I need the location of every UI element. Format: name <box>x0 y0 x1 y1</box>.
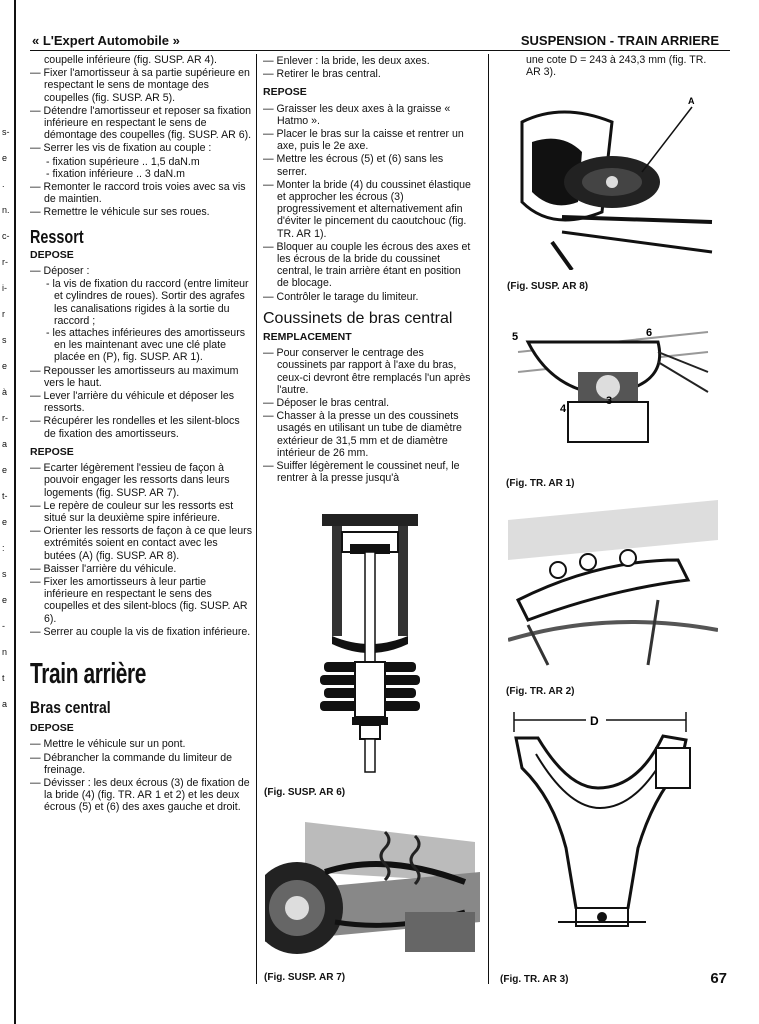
left-margin-gutter <box>0 0 18 1024</box>
gutter-fragment: : <box>2 543 5 553</box>
column-divider-2 <box>488 54 489 984</box>
gutter-fragment: a <box>2 439 8 449</box>
gutter-fragment: r- <box>2 257 8 267</box>
gutter-fragment: e <box>2 153 8 163</box>
figure-tr-ar-1-label-6: 6 <box>646 327 653 339</box>
gutter-fragment: a <box>2 699 8 709</box>
gutter-fragment: i- <box>2 283 7 293</box>
figure-caption-tr-ar-3: (Fig. TR. AR 3) <box>500 974 569 985</box>
section-title-ressort: Ressort <box>30 226 84 247</box>
depose-steps <box>30 265 252 440</box>
figure-susp-ar-7 <box>265 812 480 962</box>
dimension-note: une cote D = 243 à 243,3 mm (fig. TR. AR 3). <box>526 54 707 79</box>
list-item: — Suiffer légèrement le coussinet neuf, le rentrer à la presse jusqu'à <box>263 460 475 484</box>
list-item: — Pour conserver le centrage des coussinets par rapport à l'axe du bras, ceux-ci devront être remplacés l'un après l'autre. <box>263 347 475 396</box>
figure-susp-ar-8 <box>502 92 722 270</box>
gutter-fragment: s- <box>2 127 10 137</box>
column-2 <box>263 54 475 486</box>
list-item: — Remonter le raccord trois voies avec sa vis de maintien. <box>30 181 252 205</box>
list-item: — Contrôler le tarage du limiteur. <box>263 291 475 303</box>
gutter-fragment: n. <box>2 205 10 215</box>
list-item: — Placer le bras sur la caisse et rentrer un axe, puis le 2e axe. <box>263 128 475 152</box>
list-item: — Le repère de couleur sur les ressorts est situé sur la deuxième spire inférieure. <box>30 500 252 524</box>
figure-tr-ar-3 <box>508 708 698 958</box>
gutter-rule <box>14 0 16 1024</box>
figure-label-a: A <box>688 96 695 106</box>
gutter-fragment: r- <box>2 413 8 423</box>
column-1 <box>30 54 252 815</box>
figure-tr-ar-1-label-5: 5 <box>512 331 519 343</box>
list-item: — Lever l'arrière du véhicule et déposer les ressorts. <box>30 390 252 414</box>
column-divider-1 <box>256 54 257 984</box>
figure-caption-tr-ar-2: (Fig. TR. AR 2) <box>506 686 575 697</box>
gutter-fragment: - <box>2 621 5 631</box>
list-item: — Fixer l'amortisseur à sa partie supérieure en respectant le sens de montage des coupelles (fig. SUSP. AR 5). <box>30 67 252 104</box>
gutter-fragment: s <box>2 335 7 345</box>
figure-tr-ar-1-label-3: 3 <box>606 395 613 407</box>
gutter-fragment: n <box>2 647 8 657</box>
list-item: — Mettre les écrous (5) et (6) sans les serrer. <box>263 153 475 177</box>
gutter-fragment: e <box>2 465 8 475</box>
section-title-bras-central: Bras central <box>30 697 111 717</box>
section-title-coussinets: Coussinets de bras central <box>263 309 453 327</box>
gutter-fragment: à <box>2 387 8 397</box>
list-item: — Mettre le véhicule sur un pont. <box>30 738 252 750</box>
depose-steps-2 <box>30 738 252 813</box>
figure-label-d: D <box>590 714 599 728</box>
list-item: — Récupérer les rondelles et les silent-blocs de fixation des amortisseurs. <box>30 415 252 439</box>
list-item: — Bloquer au couple les écrous des axes et les écrous de la bride du coussinet central, le train arrière étant en position de blocage. <box>263 241 475 290</box>
repose-label: REPOSE <box>30 445 74 458</box>
gutter-fragment: c- <box>2 231 10 241</box>
list-item: — Graisser les deux axes à la graisse « Hatmo ». <box>263 103 475 127</box>
removal-steps <box>263 55 475 80</box>
column-3 <box>500 54 722 78</box>
intro-steps <box>30 54 252 219</box>
running-header-right: SUSPENSION - TRAIN ARRIERE <box>520 33 719 48</box>
depose-label-2: DEPOSE <box>30 722 74 735</box>
list-item: — Fixer les amortisseurs à leur partie inférieure en respectant le sens des coupelles et des silent-blocs (fig. SUSP. AR 6). <box>30 576 252 625</box>
running-header-left: « L'Expert Automobile » <box>32 33 180 48</box>
figure-caption-susp-ar-8: (Fig. SUSP. AR 8) <box>507 281 589 292</box>
repose-steps-2 <box>263 103 475 303</box>
list-item: — Remettre le véhicule sur ses roues. <box>30 206 252 218</box>
gutter-fragment: t- <box>2 491 8 501</box>
list-item: — Orienter les ressorts de façon à ce que leurs extrémités soient en contact avec les butées (A) (fig. SUSP. AR 8). <box>30 525 252 562</box>
list-item: — Déposer le bras central. <box>263 397 475 409</box>
gutter-fragment: t <box>2 673 5 683</box>
list-item: — Serrer les vis de fixation au couple : <box>30 142 252 154</box>
header-rule <box>30 50 730 51</box>
list-item: — Dévisser : les deux écrous (3) de fixation de la bride (4) (fig. TR. AR 1 et 2) et les deux écrous (5) et (6) des axes gauche et droit. <box>30 777 252 814</box>
figure-caption-tr-ar-1: (Fig. TR. AR 1) <box>506 478 575 489</box>
gutter-fragment: e <box>2 361 8 371</box>
remplacement-label: REMPLACEMENT <box>263 331 352 344</box>
gutter-fragment: s <box>2 569 7 579</box>
list-item: — Enlever : la bride, les deux axes. <box>263 55 475 67</box>
list-subitem: - la vis de fixation du raccord (entre limiteur et cylindres de roues). Sortir des agrafes les canalisations rigides à la sortie du raccord ; <box>30 278 252 327</box>
list-subitem: - fixation supérieure .. 1,5 daN.m <box>30 156 252 168</box>
list-item: coupelle inférieure (fig. SUSP. AR 4). <box>44 54 217 66</box>
list-item: — Chasser à la presse un des coussinets usagés en utilisant un tube de diamètre extérieur de 31,5 mm et de diamètre intérieur de 26 mm. <box>263 410 475 459</box>
figure-caption-susp-ar-6: (Fig. SUSP. AR 6) <box>264 787 346 798</box>
figure-tr-ar-1-label-4: 4 <box>560 403 567 415</box>
list-item: — Débrancher la commande du limiteur de freinage. <box>30 752 252 776</box>
figure-susp-ar-6 <box>310 512 430 774</box>
gutter-fragment: e <box>2 595 8 605</box>
list-item: — Détendre l'amortisseur et reposer sa fixation inférieure en respectant le sens de démontage des coupelles (fig. SUSP. AR 6). <box>30 105 252 142</box>
figure-tr-ar-2 <box>508 500 718 670</box>
list-item: — Repousser les amortisseurs au maximum vers le haut. <box>30 365 252 389</box>
remplacement-steps <box>263 347 475 484</box>
list-item: — Monter la bride (4) du coussinet élastique et approcher les écrous (3) progressivement et alternativement afin d'éviter le pincement du caoutchouc (fig. TR. AR 1). <box>263 179 475 240</box>
depose-label: DEPOSE <box>30 248 74 261</box>
list-subitem: - fixation inférieure .. 3 daN.m <box>30 168 252 180</box>
page-number: 67 <box>710 970 727 987</box>
gutter-fragment: e <box>2 517 8 527</box>
gutter-fragment: . <box>2 179 5 189</box>
repose-label-2: REPOSE <box>263 86 307 99</box>
list-item: — Retirer le bras central. <box>263 68 475 80</box>
list-item: — Serrer au couple la vis de fixation inférieure. <box>30 626 252 638</box>
figure-tr-ar-1 <box>508 312 718 462</box>
gutter-fragment: r <box>2 309 5 319</box>
list-item: — Déposer : <box>30 265 252 277</box>
chapter-title-train-arriere: Train arrière <box>30 657 147 690</box>
repose-steps <box>30 462 252 638</box>
list-item: — Baisser l'arrière du véhicule. <box>30 563 252 575</box>
figure-caption-susp-ar-7: (Fig. SUSP. AR 7) <box>264 972 346 983</box>
list-item: — Ecarter légèrement l'essieu de façon à pouvoir engager les ressorts dans leurs logements (fig. SUSP. AR 7). <box>30 462 252 499</box>
list-subitem: - les attaches inférieures des amortisseurs en les maintenant avec une clé plate placée en (P), fig. SUSP. AR 1). <box>30 327 252 364</box>
